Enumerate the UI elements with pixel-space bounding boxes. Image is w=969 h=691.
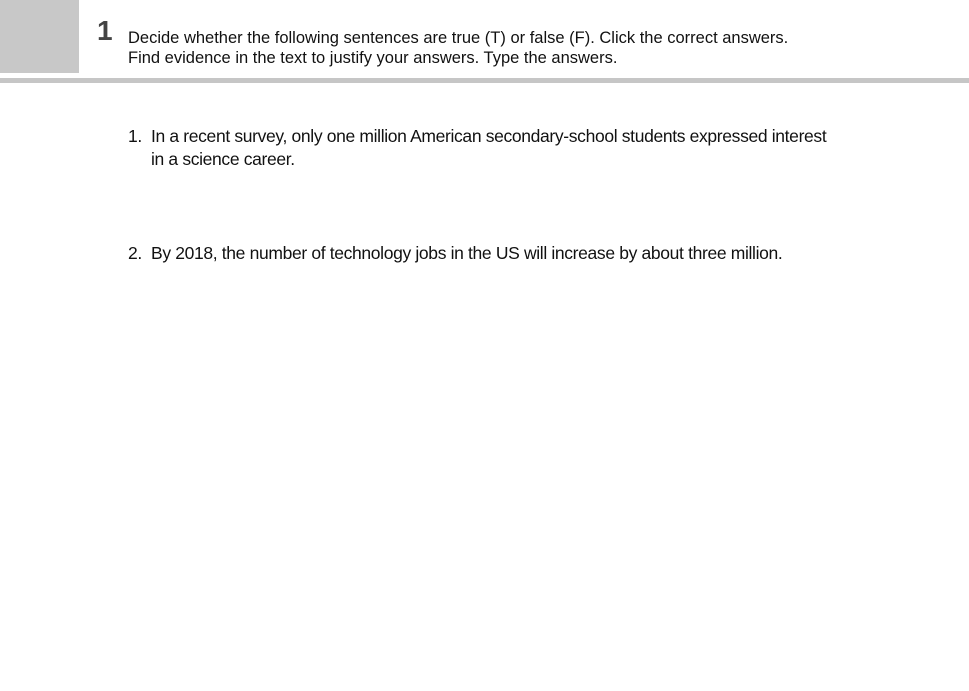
exercise-number: 1 xyxy=(97,15,113,46)
question-number: 2. xyxy=(128,243,142,263)
header-tab xyxy=(0,0,79,73)
exercise-instructions xyxy=(128,28,788,68)
header-divider xyxy=(0,78,969,83)
exercise-header xyxy=(0,0,969,78)
question-text: In a recent survey, only one million American secondary-school students expressed interest in a science career. xyxy=(151,126,827,169)
instructions-line-1: Decide whether the following sentences are true (T) or false (F). Click the correct answers. xyxy=(128,29,789,47)
question-item-2 xyxy=(128,242,851,265)
instructions-line-2: Find evidence in the text to justify your answers. Type the answers. xyxy=(128,49,618,67)
question-number: 1. xyxy=(128,126,142,146)
question-text: By 2018, the number of technology jobs in the US will increase by about three million. xyxy=(151,243,783,263)
question-item-1 xyxy=(128,125,831,171)
